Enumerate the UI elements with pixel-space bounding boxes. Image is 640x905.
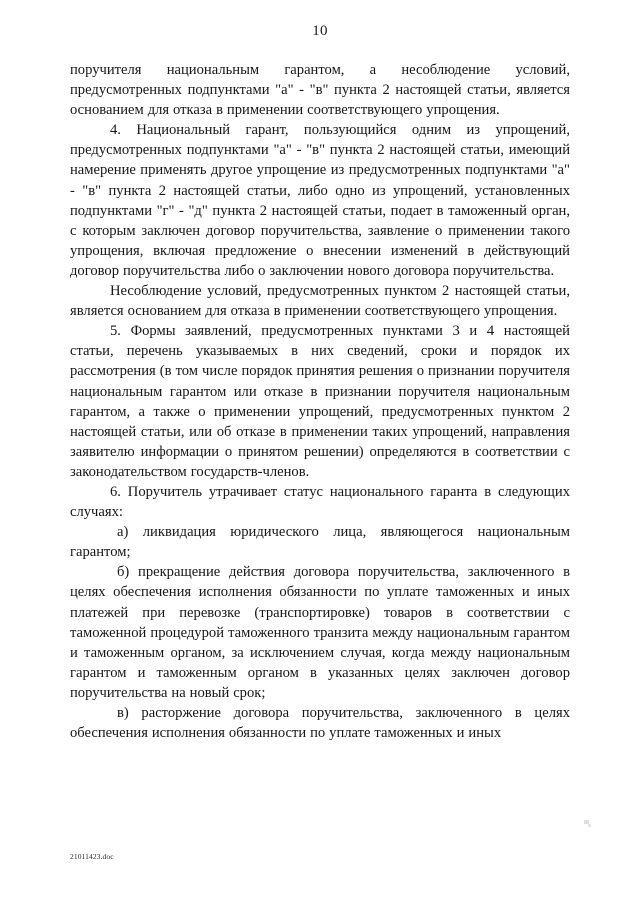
document-body	[70, 60, 570, 743]
footer-filename: 21011423.doc	[70, 852, 114, 861]
paragraph-subitem-v: в) расторжение договора поручительства, заключенного в целях обеспечения исполнения обязанности по уплате таможенных и иных	[70, 705, 570, 742]
paragraph-item-6: 6. Поручитель утрачивает статус национального гаранта в следующих случаях:	[70, 483, 570, 521]
scan-artifact-speck-secondary	[588, 824, 591, 827]
paragraph-item-4: 4. Национальный гарант, пользующийся одним из упрощений, предусмотренных подпунктами "а" - "в" пункта 2 настоящей статьи, имеющий намерение применять другое упрощение из предусмотренных подпунктами "а" - "в" пункта 2 настоящей статьи, либо одно из упрощений, установленных подпунктами "г" - "д" пункта 2 настоящей статьи, подает в таможенный орган, с которым заключен договор поручительства, заявление о применении такого упрощения, включая предложение о внесении изменений в действующий договор поручительства либо о заключении нового договора поручительства.	[70, 122, 570, 279]
paragraph-subitem-a: а) ликвидация юридического лица, являющегося национальным гарантом;	[70, 524, 570, 561]
paragraph-item-5: 5. Формы заявлений, предусмотренных пунктами 3 и 4 настоящей статьи, перечень указываемых в них сведений, сроки и порядок их рассмотрения (в том числе порядок принятия решения о признании поручителя национальным гарантом или отказе в признании поручителя национальным гарантом, а также о применении упрощений, предусмотренных пунктом 2 настоящей статьи, или об отказе в применении таких упрощений, направления заявителю информации о принятом решении) определяются в соответствии с законодательством государств-членов.	[70, 323, 570, 480]
paragraph-nesoblyudenie: Несоблюдение условий, предусмотренных пунктом 2 настоящей статьи, является основанием для отказа в применении соответствующего упрощения.	[70, 283, 570, 320]
page-number: 10	[312, 23, 328, 39]
paragraph-subitem-b: б) прекращение действия договора поручительства, заключенного в целях обеспечения исполнения обязанности по уплате таможенных и иных платежей при перевозке (транспортировке) товаров в соответствии с таможенной процедурой таможенного транзита между национальным гарантом и таможенным органом, за исключением случая, когда между национальным гарантом и таможенным органом в указанных целях заключен договор поручительства на новый срок;	[70, 564, 570, 701]
paragraph-continued: поручителя национальным гарантом, а несоблюдение условий, предусмотренных подпунктами "а" - "в" пункта 2 настоящей статьи, является основанием для отказа в применении соответствующего упрощения.	[70, 62, 570, 119]
